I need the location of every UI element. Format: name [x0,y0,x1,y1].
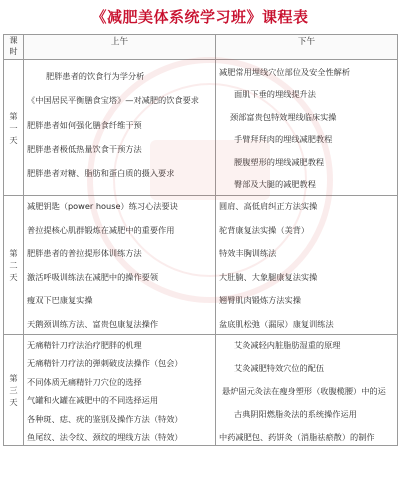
header-afternoon: 下午 [216,35,398,60]
day-label-char: 一 [9,122,18,133]
list-item: 盆底肌松弛（漏尿）康复训练法 [219,318,334,329]
list-item: 面肌下垂的埋线提升法 [234,89,316,100]
list-item: 中药减肥包、药饼灸（消脂祛瘀散）的制作 [219,432,375,442]
day-label-char: 第 [9,110,18,121]
day-1-afternoon-list [216,60,397,195]
list-item: 古典阴阳燃脂灸法的系统操作运用 [234,409,357,419]
list-item: 艾灸减肥特效穴位的配伍 [234,363,325,373]
list-item: 驼背康复法实操（美背） [219,224,310,235]
schedule-table [3,34,398,446]
list-item: 悬炉固元灸法在瘦身塑形（收腹榄腰）中的运 [222,386,386,396]
header-session-label: 课时 [9,35,18,56]
list-item: 手臂拜拜肉的埋线减肥教程 [234,134,333,145]
list-item: 肥胖患者的饮食行为学分析 [46,71,145,81]
list-item: 艾灸减轻内脏脂肪湿重的原理 [234,340,341,350]
list-item: 鱼尾纹、法令纹、颈纹的埋线方法（特效） [27,431,183,442]
list-item: 肥胖患者极低热量饮食干预方法 [27,143,142,154]
list-item: 臀部及大腿的减肥教程 [234,178,316,189]
list-item: 颈部富贵包特效埋线临床实操 [230,111,337,122]
day-1-afternoon-cell [216,60,398,196]
day-1-morning-cell [24,60,216,196]
list-item: 减肥常用埋线穴位部位及安全性解析 [219,67,351,77]
day-row-1 [4,60,398,196]
list-item: 翘臀肌肉锻炼方法实操 [219,295,301,306]
day-1-morning-list [24,60,215,195]
list-item: 无痛精针刀疗法的弹刺破皮法操作（包会） [27,358,183,369]
list-item: 不同体质无痛精针刀穴位的选择 [27,376,142,387]
list-item: 圆肩、高低肩纠正方法实操 [219,201,318,211]
list-item: 肥胖患者如何强化膳食纤维干预 [27,119,142,130]
header-morning: 上午 [24,35,216,60]
list-item: 肥胖患者的普拉提形体训练方法 [27,248,142,259]
list-item: 大肚腩、大象腿康复法实操 [219,271,318,282]
day-label-1 [4,60,24,196]
page-title: 《减肥美体系统学习班》课程表 [91,8,309,26]
day-label-2 [4,196,24,335]
list-item: 瘦双下巴康复实操 [27,295,93,306]
list-item: 普拉提核心肌群锻炼在减肥中的重要作用 [27,224,175,235]
list-item: 气罐和火罐在减肥中的不同选择运用 [27,395,159,406]
day-label-char: 天 [9,397,18,407]
day-3-afternoon-list [216,335,397,445]
day-2-morning-cell [24,196,216,335]
day-3-morning-list [24,335,215,445]
list-item: 《中国居民平衡膳食宝塔》—对减肥的饮食要求 [27,95,199,106]
day-row-3 [4,335,398,446]
day-3-afternoon-cell [216,335,398,446]
day-3-morning-cell [24,335,216,446]
list-item: 腰腹塑形的埋线减肥教程 [234,156,325,167]
header-session [4,35,24,60]
day-2-afternoon-list [216,196,397,334]
day-label-char: 第 [9,373,18,383]
list-item: 天鹅颈训练方法、富贵包康复法操作 [27,318,159,329]
day-label-char: 第 [9,248,18,258]
list-item: 特效丰胸训练法 [219,248,277,259]
list-item: 减肥钥匙（power house）练习心法要诀 [27,201,178,211]
day-row-2 [4,196,398,335]
day-label-char: 天 [9,134,18,145]
day-label-char: 天 [9,272,18,282]
list-item: 各种斑、痣、疣的鉴别及操作方法（特效） [27,413,183,424]
day-2-afternoon-cell [216,196,398,335]
header-row [4,35,398,60]
day-2-morning-list [24,196,215,334]
list-item: 无痛精针刀疗法治疗肥胖的机理 [27,340,142,350]
day-label-char: 三 [9,385,18,395]
day-label-3 [4,335,24,446]
list-item: 激活呼吸训练法在减肥中的操作要领 [27,271,159,282]
list-item: 肥胖患者对糖、脂肪和蛋白质的摄入要求 [27,168,175,178]
day-label-char: 二 [9,260,18,270]
